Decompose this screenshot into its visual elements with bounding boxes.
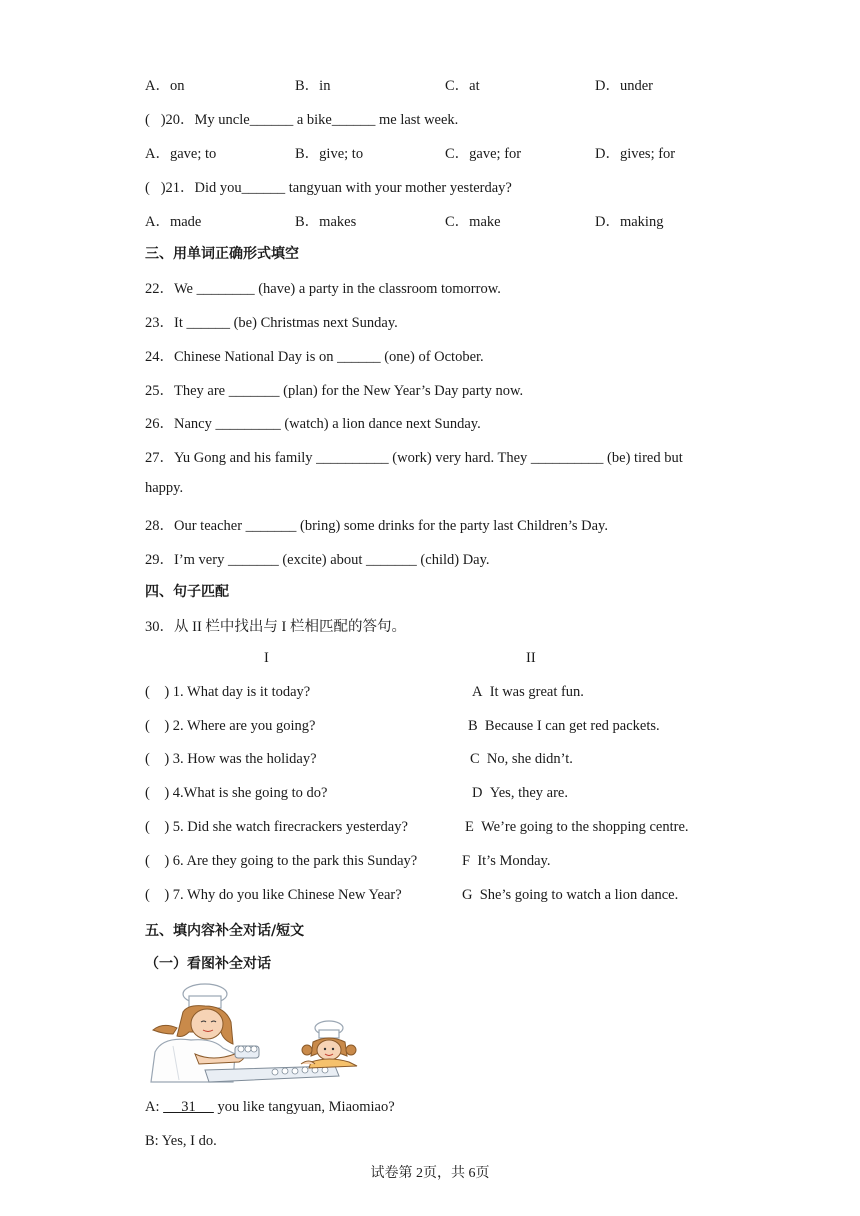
q19-option-c: C．at	[445, 78, 480, 94]
speaker-a: A:	[145, 1099, 164, 1115]
q22: 22．We ________ (have) a party in the classroom tomorrow.	[145, 281, 501, 297]
match-left-2: ( ) 2. Where are you going?	[145, 718, 316, 734]
match-right-c: C No, she didn’t.	[470, 751, 573, 767]
q19-option-d: D．under	[595, 78, 653, 94]
q27-continued: happy.	[145, 480, 184, 496]
column-ii-header: II	[526, 650, 536, 666]
q21-option-c: C．make	[445, 214, 501, 230]
q21-option-b: B．makes	[295, 214, 357, 230]
q23: 23．It ______ (be) Christmas next Sunday.	[145, 315, 398, 331]
q19-option-b: B．in	[295, 78, 331, 94]
section5-subheading: （一）看图补全对话	[145, 956, 271, 972]
q26: 26．Nancy _________ (watch) a lion dance next Sunday.	[145, 416, 481, 432]
q25: 25．They are _______ (plan) for the New Year’s Day party now.	[145, 383, 524, 399]
match-left-6: ( ) 6. Are they going to the park this Sunday?	[145, 853, 418, 869]
q27: 27．Yu Gong and his family __________ (work) very hard. They __________ (be) tired but	[145, 450, 683, 466]
q21-option-a: A．made	[145, 214, 202, 230]
section5-heading: 五、填内容补全对话/短文	[145, 923, 305, 939]
section4-heading: 四、句子匹配	[145, 584, 229, 600]
match-right-g: G She’s going to watch a lion dance.	[462, 887, 679, 903]
match-left-1: ( ) 1. What day is it today?	[145, 684, 311, 700]
dialogue-line-a	[145, 1099, 395, 1116]
match-left-7: ( ) 7. Why do you like Chinese New Year?	[145, 887, 402, 903]
match-right-e: E We’re going to the shopping centre.	[465, 819, 689, 835]
q29: 29．I’m very _______ (excite) about _______ (child) Day.	[145, 552, 490, 568]
match-left-4: ( ) 4.What is she going to do?	[145, 785, 328, 801]
q20-option-c: C．gave; for	[445, 146, 522, 162]
match-left-3: ( ) 3. How was the holiday?	[145, 751, 317, 767]
match-right-f: F It’s Monday.	[462, 853, 551, 869]
q21-option-d: D．making	[595, 214, 664, 230]
column-i-header: I	[264, 650, 269, 666]
dialogue-line-b: B: Yes, I do.	[145, 1133, 217, 1149]
cooking-illustration	[143, 982, 368, 1084]
q19-option-a: A．on	[145, 78, 185, 94]
page-footer: 试卷第 2页，共 6页	[370, 1166, 490, 1181]
q20-option-a: A．gave; to	[145, 146, 217, 162]
match-left-5: ( ) 5. Did she watch firecrackers yesterday?	[145, 819, 408, 835]
q20-option-b: B．give; to	[295, 146, 364, 162]
q24: 24．Chinese National Day is on ______ (one) of October.	[145, 349, 484, 365]
q28: 28．Our teacher _______ (bring) some drinks for the party last Children’s Day.	[145, 518, 608, 534]
dialogue-a-text: you like tangyuan, Miaomiao?	[213, 1099, 395, 1115]
match-right-b: B Because I can get red packets.	[468, 718, 660, 734]
section3-heading: 三、用单词正确形式填空	[145, 246, 299, 262]
q30-instruction: 30．从 II 栏中找出与 I 栏相匹配的答句。	[145, 619, 406, 635]
q21-stem: ( )21．Did you______ tangyuan with your mother yesterday?	[145, 180, 512, 196]
match-right-a: A It was great fun.	[472, 684, 584, 700]
blank-31[interactable]: 31	[163, 1099, 214, 1115]
q20-stem: ( )20．My uncle______ a bike______ me last week.	[145, 112, 459, 128]
match-right-d: D Yes, they are.	[472, 785, 568, 801]
q20-option-d: D．gives; for	[595, 146, 676, 162]
